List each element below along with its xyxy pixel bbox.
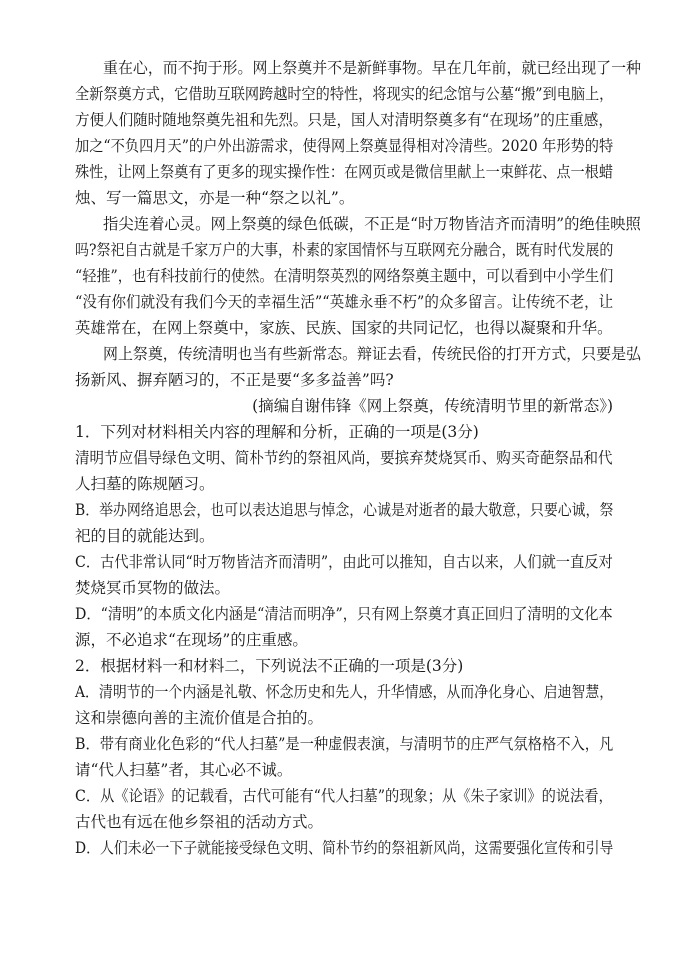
question-1: 1．下列对材料相关内容的理解和分析，正确的一项是(3分) xyxy=(75,423,479,441)
option-text: 焚烧冥币冥物的做法。 xyxy=(75,579,231,597)
option-d: D．“清明”的本质文化内涵是“清洁而明净”，只有网上祭奠才真正回归了清明的文化本 xyxy=(75,605,613,623)
passage-line: 全新祭奠方式，它借助互联网跨越时空的特性，将现实的纪念馆与公墓“搬”到电脑上， xyxy=(75,85,614,103)
option-text: 清明节应倡导绿色文明、简朴节约的祭祖风尚，要摈弃焚烧冥币、购买奇葩祭品和代 xyxy=(75,449,613,467)
passage-line: 重在心，而不拘于形。网上祭奠并不是新鲜事物。早在几年前，就已经出现了一种 xyxy=(103,59,642,77)
option-b: B．带有商业化色彩的“代人扫墓”是一种虚假表演，与清明节的庄严气氛格格不入，凡 xyxy=(75,735,614,753)
passage-line: 扬新风、摒弃陋习的，不正是要“多多益善”吗? xyxy=(75,371,394,389)
option-c: C．古代非常认同“时万物皆洁齐而清明”，由此可以推知，自古以来，人们就一直反对 xyxy=(75,553,613,571)
option-text: 这和崇德向善的主流价值是合拍的。 xyxy=(75,709,324,727)
passage-line: 加之“不负四月天”的户外出游需求，使得网上祭奠显得相对冷清些。2020 年形势的特 xyxy=(75,137,614,155)
passage-line: 英雄常在，在网上祭奠中，家族、民族、国家的共同记忆，也得以凝聚和升华。 xyxy=(75,319,613,337)
option-text: 祀的目的就能达到。 xyxy=(75,527,215,545)
passage-line: 指尖连着心灵。网上祭奠的绿色低碳，不正是“时万物皆洁齐而清明”的绝佳映照 xyxy=(103,215,641,233)
option-d: D．人们未必一下子就能接受绿色文明、简朴节约的祭祖新风尚，这需要强化宣传和引导 xyxy=(75,839,614,857)
question-2: 2．根据材料一和材料二，下列说法不正确的一项是(3分) xyxy=(75,657,464,675)
passage-line: 方便人们随时随地祭奠先祖和先烈。只是，国人对清明祭奠多有“在现场”的庄重感， xyxy=(75,111,613,129)
passage-line: 烛、写一篇思文，亦是一种“祭之以礼”。 xyxy=(75,189,355,207)
passage-line: “没有你们就没有我们今天的幸福生活”“英雄永垂不朽”的众多留言。让传统不老，让 xyxy=(75,293,614,311)
option-text: 请“代人扫墓”者，其心必不诚。 xyxy=(75,761,293,779)
passage-line: 殊性，让网上祭奠有了更多的现实操作性：在网页或是微信里献上一束鲜花、点一根蜡 xyxy=(75,163,614,181)
option-text: 古代也有远在他乡祭祖的活动方式。 xyxy=(75,813,324,831)
passage-line: 网上祭奠，传统清明也当有些新常态。辩证去看，传统民俗的打开方式，只要是弘 xyxy=(103,345,642,363)
option-c: C．从《论语》的记载看，古代可能有“代人扫墓”的现象；从《朱子家训》的说法看， xyxy=(75,787,613,805)
option-text: 人扫墓的陈规陋习。 xyxy=(75,475,215,493)
option-b: B．举办网络追思会，也可以表达追思与悼念，心诚是对逝者的最大敬意，只要心诚，祭 xyxy=(75,501,614,519)
option-a: A．清明节的一个内涵是礼敬、怀念历史和先人，升华情感，从而净化身心、启迪智慧， xyxy=(75,683,614,701)
source-citation: (摘编自谢伟锋《网上祭奠，传统清明节里的新常态》) xyxy=(252,397,613,415)
passage-line: 吗?祭祀自古就是千家万户的大事，朴素的家国情怀与互联网充分融合，既有时代发展的 xyxy=(75,241,614,259)
passage-line: “轻推”，也有科技前行的使然。在清明祭英烈的网络祭奠主题中，可以看到中小学生们 xyxy=(75,267,614,285)
option-text: 源，不必追求“在现场”的庄重感。 xyxy=(75,631,308,649)
